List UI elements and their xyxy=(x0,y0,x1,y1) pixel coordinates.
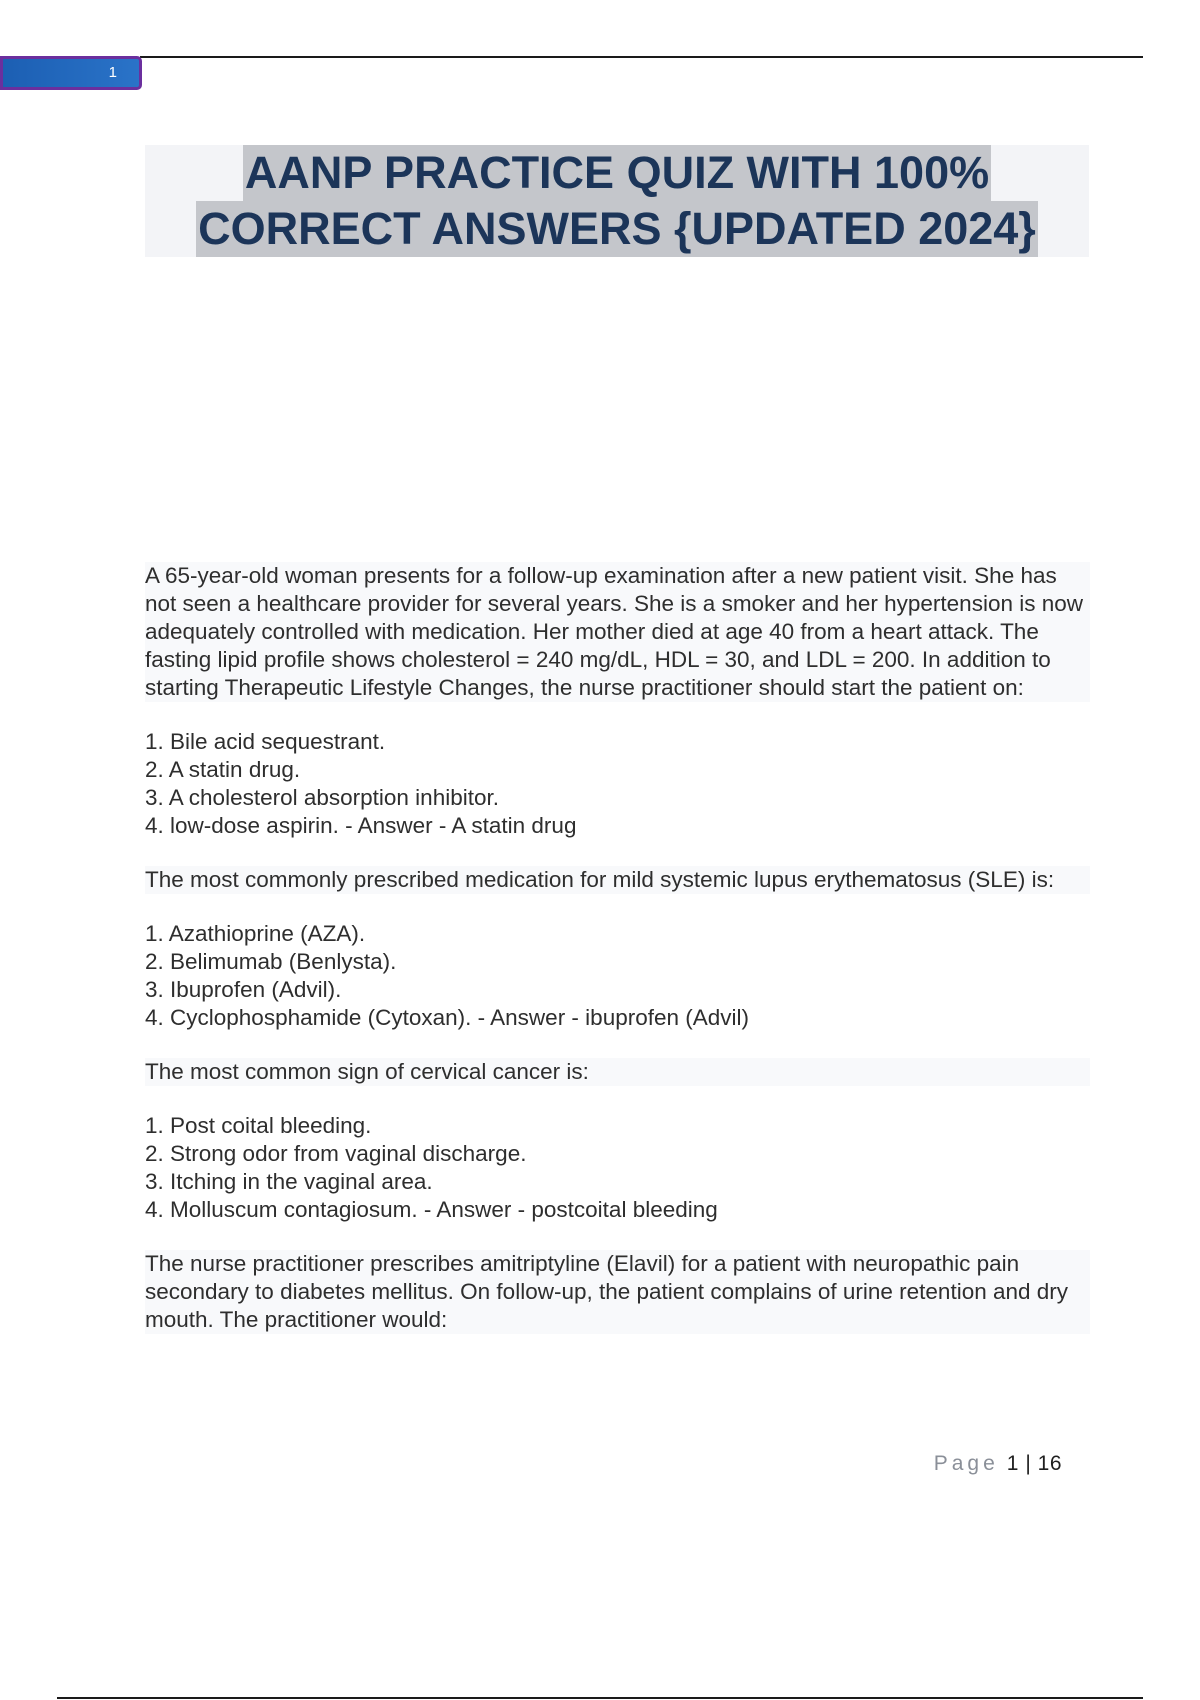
option: 1. Azathioprine (AZA). xyxy=(145,921,366,946)
title-line-1: AANP PRACTICE QUIZ WITH 100% xyxy=(243,145,991,201)
page-separator: | xyxy=(1025,1452,1032,1475)
footer-rule xyxy=(57,1697,1143,1699)
option: 4. low-dose aspirin. - Answer - A statin drug xyxy=(145,813,577,838)
option: 3. A cholesterol absorption inhibitor. xyxy=(145,785,499,810)
option: 1. Bile acid sequestrant. xyxy=(145,729,386,754)
title-line-2: CORRECT ANSWERS {UPDATED 2024} xyxy=(196,201,1038,257)
answer-options-2 xyxy=(145,920,1090,1032)
quiz-content xyxy=(145,562,1090,1360)
option: 2. A statin drug. xyxy=(145,757,301,782)
option: 4. Molluscum contagiosum. - Answer - postcoital bleeding xyxy=(145,1197,718,1222)
question-stem-3: The most common sign of cervical cancer is: xyxy=(145,1058,1090,1086)
page-footer xyxy=(934,1452,1062,1476)
option: 3. Ibuprofen (Advil). xyxy=(145,977,342,1002)
page-label: Page xyxy=(933,1452,999,1475)
answer-options-1 xyxy=(145,728,1090,840)
question-stem-1: A 65-year-old woman presents for a follow-up examination after a new patient visit. She has not seen a healthcare provider for several years. She is a smoker and her hypertension is now adequately controlled with medication. Her mother died at age 40 from a heart attack. The fasting lipid profile shows cholesterol = 240 mg/dL, HDL = 30, and LDL = 200. In addition to starting Therapeutic Lifestyle Changes, the nurse practitioner should start the patient on: xyxy=(145,562,1090,702)
question-stem-4: The nurse practitioner prescribes amitriptyline (Elavil) for a patient with neuropathic pain secondary to diabetes mellitus. On follow-up, the patient complains of urine retention and dry mouth. The practitioner would: xyxy=(145,1250,1090,1334)
question-stem-2: The most commonly prescribed medication for mild systemic lupus erythematosus (SLE) is: xyxy=(145,866,1090,894)
option: 2. Strong odor from vaginal discharge. xyxy=(145,1141,527,1166)
total-pages: 16 xyxy=(1037,1452,1062,1475)
page-number-badge: 1 xyxy=(0,56,142,90)
option: 3. Itching in the vaginal area. xyxy=(145,1169,433,1194)
page-number: 1 xyxy=(1006,1452,1019,1475)
answer-options-3 xyxy=(145,1112,1090,1224)
header-rule xyxy=(140,56,1143,58)
option: 4. Cyclophosphamide (Cytoxan). - Answer - ibuprofen (Advil) xyxy=(145,1005,750,1030)
document-title xyxy=(145,145,1089,257)
option: 2. Belimumab (Benlysta). xyxy=(145,949,397,974)
option: 1. Post coital bleeding. xyxy=(145,1113,372,1138)
